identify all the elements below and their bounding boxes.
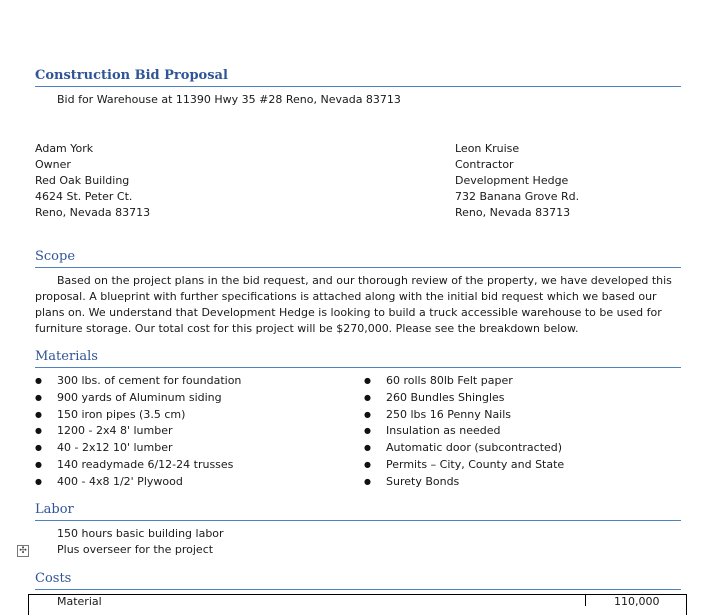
scope-heading: Scope: [35, 249, 76, 264]
labor-line: Plus overseer for the project: [57, 543, 214, 556]
material-item: ● 250 lbs 16 Penny Nails: [364, 407, 564, 424]
materials-list-right: [364, 373, 564, 491]
labor-line: 150 hours basic building labor: [57, 527, 224, 540]
costs-table: [28, 594, 687, 615]
materials-rule: [35, 367, 681, 368]
labor-heading: Labor: [35, 502, 74, 517]
materials-heading: Materials: [35, 349, 98, 364]
contractor-city: Reno, Nevada 83713: [455, 206, 571, 219]
client-role: Owner: [35, 158, 71, 171]
materials-list-left: [35, 373, 241, 491]
material-item: ● Automatic door (subcontracted): [364, 440, 564, 457]
costs-heading: Costs: [35, 571, 72, 586]
client-street: 4624 St. Peter Ct.: [35, 190, 133, 203]
material-item: ● 1200 - 2x4 8' lumber: [35, 423, 241, 440]
material-item: ● Permits – City, County and State: [364, 457, 564, 474]
material-item: ● 300 lbs. of cement for foundation: [35, 373, 241, 390]
costs-rule: [35, 589, 681, 590]
contractor-role: Contractor: [455, 158, 514, 171]
table-move-handle-icon[interactable]: ✣: [17, 545, 29, 557]
scope-rule: [35, 267, 681, 268]
costs-table-column-divider: [585, 594, 586, 606]
document-title: Construction Bid Proposal: [35, 68, 228, 83]
costs-row-amount: 110,000: [614, 595, 660, 608]
client-city: Reno, Nevada 83713: [35, 206, 151, 219]
client-name: Adam York: [35, 142, 94, 155]
contractor-name: Leon Kruise: [455, 142, 520, 155]
contractor-company: Development Hedge: [455, 174, 569, 187]
material-item: ● Surety Bonds: [364, 474, 564, 491]
material-item: ● 40 - 2x12 10' lumber: [35, 440, 241, 457]
material-item: ● 900 yards of Aluminum siding: [35, 390, 241, 407]
title-rule: [35, 86, 681, 87]
client-company: Red Oak Building: [35, 174, 130, 187]
material-item: ● 400 - 4x8 1/2' Plywood: [35, 474, 241, 491]
contractor-street: 732 Banana Grove Rd.: [455, 190, 580, 203]
material-item: ● 140 readymade 6/12-24 trusses: [35, 457, 241, 474]
labor-rule: [35, 520, 681, 521]
material-item: ● 150 iron pipes (3.5 cm): [35, 407, 241, 424]
material-item: ● 260 Bundles Shingles: [364, 390, 564, 407]
document-subtitle: Bid for Warehouse at 11390 Hwy 35 #28 Reno, Nevada 83713: [57, 93, 401, 106]
material-item: ● Insulation as needed: [364, 423, 564, 440]
costs-row-label: Material: [57, 595, 102, 608]
material-item: ● 60 rolls 80lb Felt paper: [364, 373, 564, 390]
scope-paragraph: Based on the project plans in the bid request, and our thorough review of the property, we have developed this proposal. A blueprint with further specifications is attached along with the initial bid request which we based our plans on. We understand that Development Hedge is looking to build a truck accessible warehouse to be used for furniture storage. Our total cost for this project will be $270,000. Please see the breakdown below.: [35, 274, 672, 335]
